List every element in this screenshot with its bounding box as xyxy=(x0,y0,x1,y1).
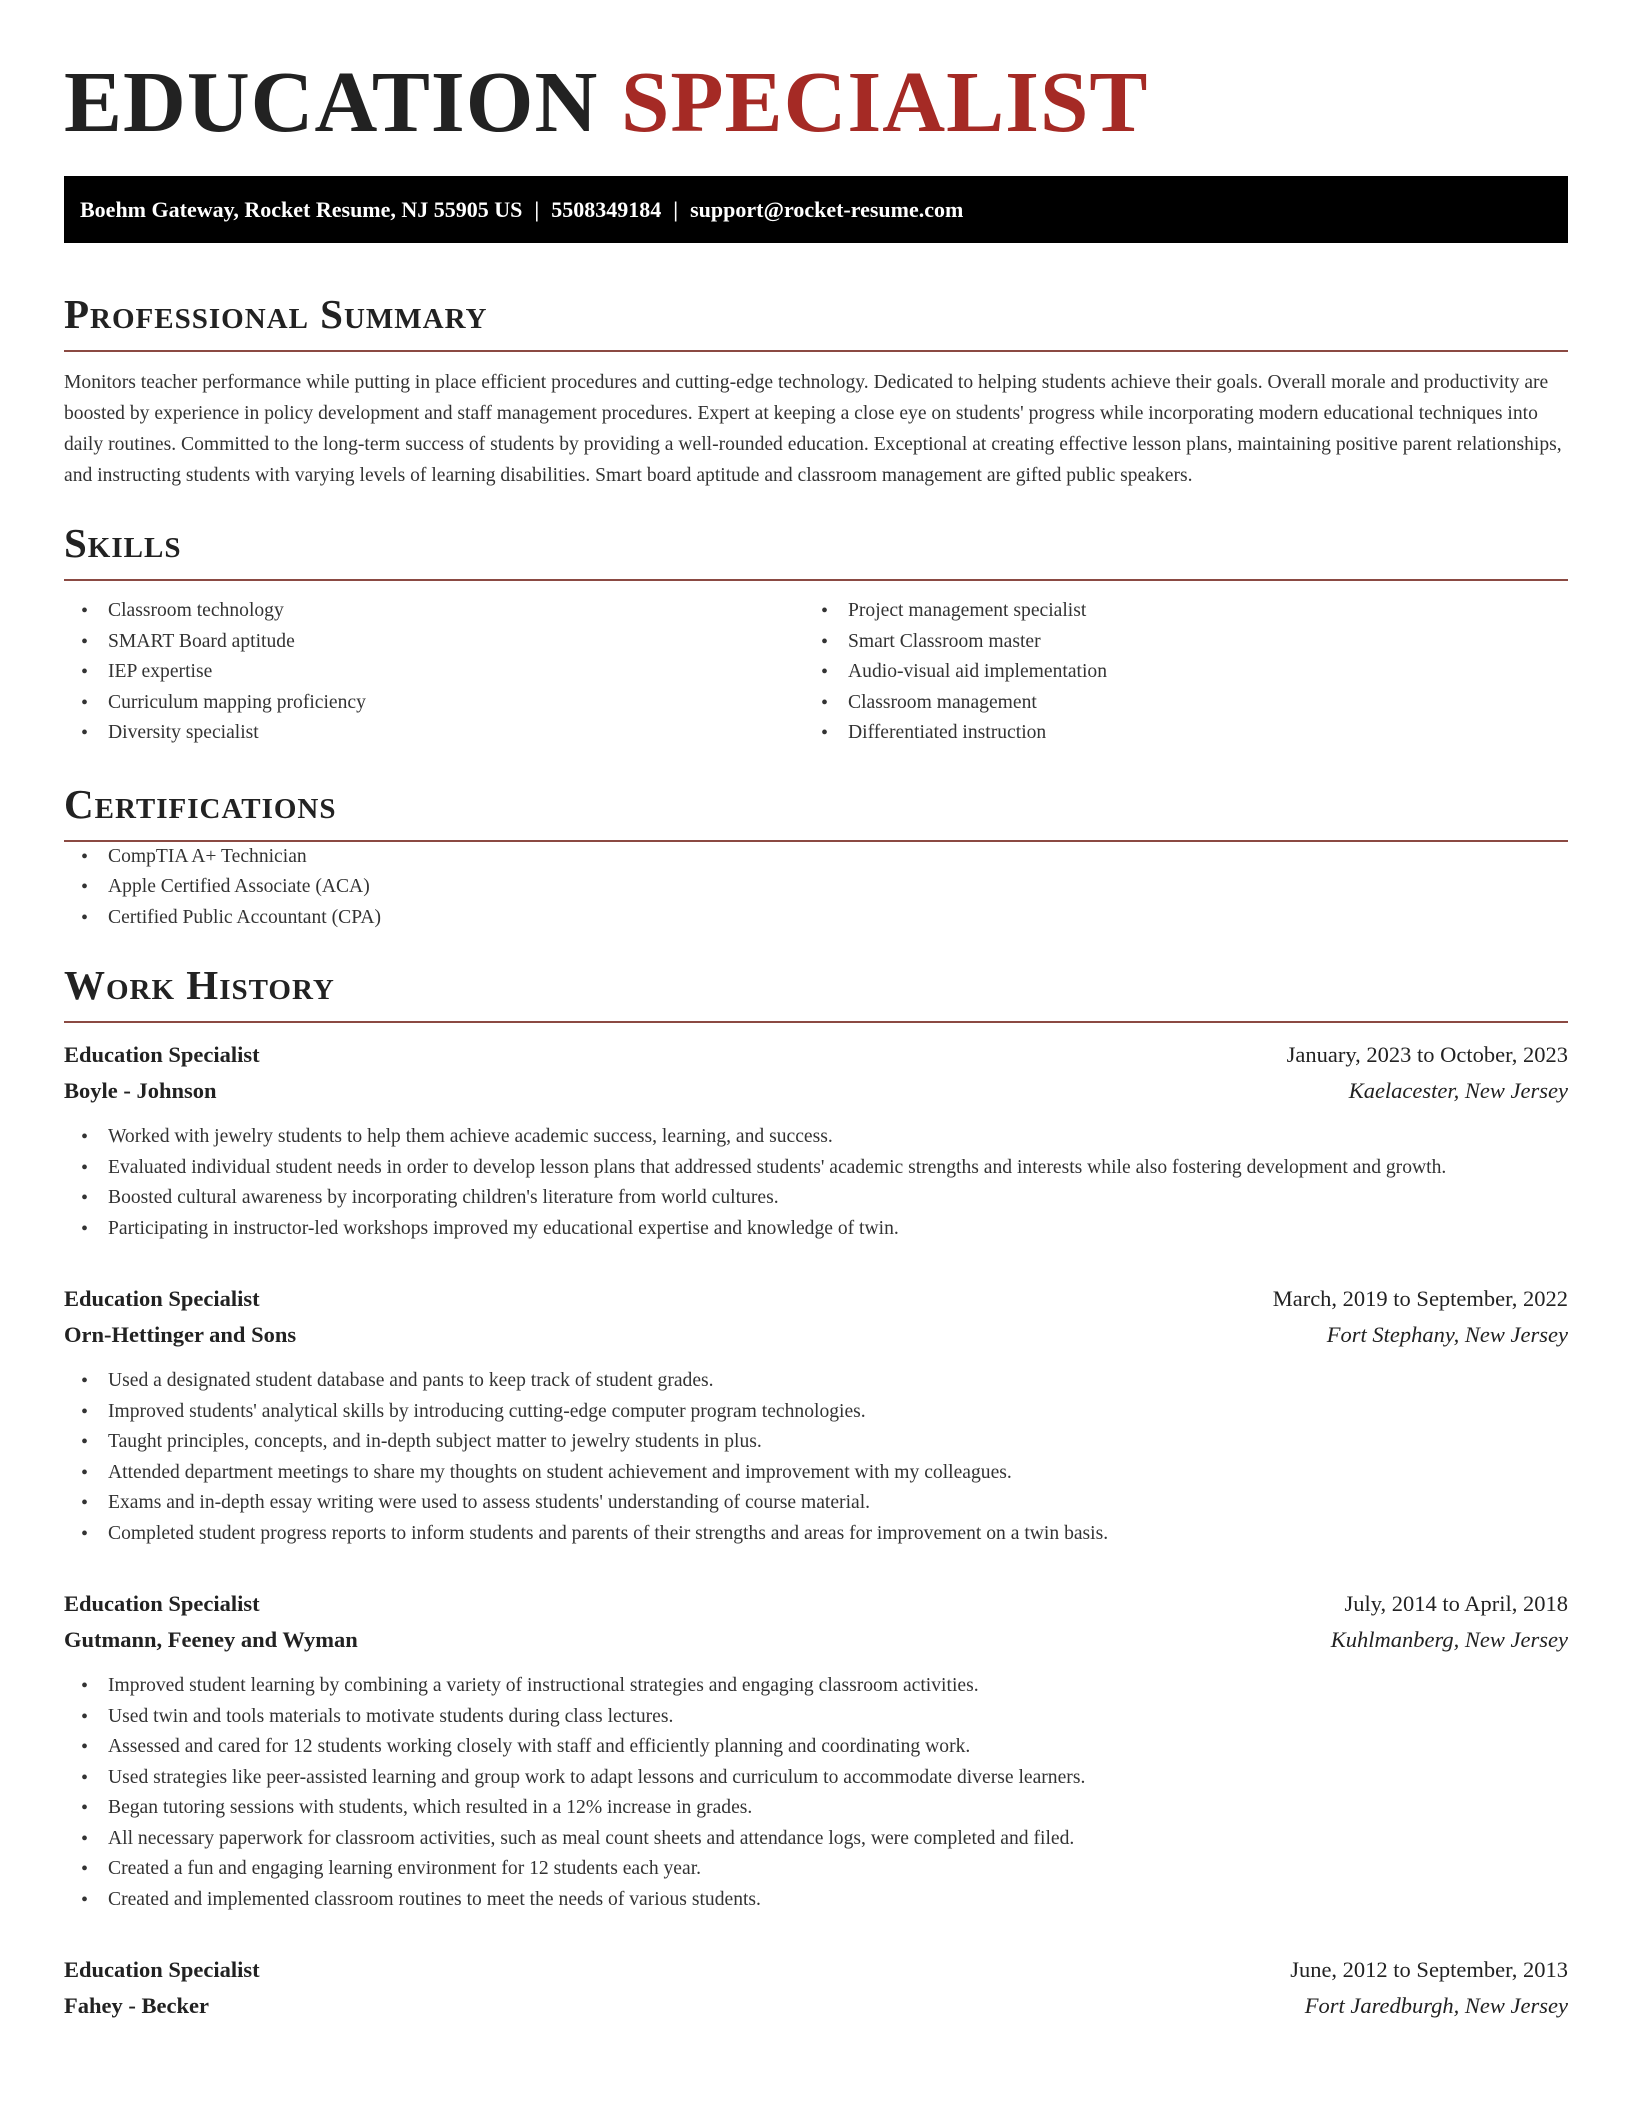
contact-bar xyxy=(64,176,1568,243)
job-title: Education Specialist xyxy=(64,1286,260,1311)
job-bullet: • Attended department meetings to share my thoughts on student achievement and improvement with my colleagues. xyxy=(64,1458,1568,1489)
job-bullet: • Used strategies like peer-assisted learning and group work to adapt lessons and curriculum to accommodate diverse learners. xyxy=(64,1763,1568,1794)
job-bullet: • Taught principles, concepts, and in-depth subject matter to jewelry students in plus. xyxy=(64,1427,1568,1458)
job-location: Kaelacester, New Jersey xyxy=(1348,1078,1568,1103)
job-entry xyxy=(64,1037,1568,1244)
work-history-heading: Work History xyxy=(64,958,1568,1023)
certifications-heading: Certifications xyxy=(64,777,1568,842)
job-location: Fort Jaredburgh, New Jersey xyxy=(1304,1993,1568,2018)
job-entry xyxy=(64,1586,1568,1915)
job-bullet: • Boosted cultural awareness by incorporating children's literature from world cultures. xyxy=(64,1183,1568,1214)
job-bullet: • Began tutoring sessions with students, which resulted in a 12% increase in grades. xyxy=(64,1793,1568,1824)
job-company-row xyxy=(64,1988,1568,2024)
job-bullets xyxy=(64,1122,1568,1244)
job-bullet: • Used a designated student database and pants to keep track of student grades. xyxy=(64,1366,1568,1397)
skill-item: • Audio-visual aid implementation xyxy=(804,657,1544,688)
job-location: Kuhlmanberg, New Jersey xyxy=(1330,1627,1568,1652)
job-company-row xyxy=(64,1073,1568,1109)
summary-heading: Professional Summary xyxy=(64,287,1568,352)
job-bullet: • Evaluated individual student needs in order to develop lesson plans that addressed students' academic strengths and interests while also fostering development and growth. xyxy=(64,1153,1568,1184)
job-bullet: • Completed student progress reports to inform students and parents of their strengths and areas for improvement on a twin basis. xyxy=(64,1519,1568,1550)
skill-item: • IEP expertise xyxy=(64,657,804,688)
skills-list-right xyxy=(804,596,1544,749)
skills-heading: Skills xyxy=(64,516,1568,581)
job-bullet: • Participating in instructor-led workshops improved my educational expertise and knowledge of twin. xyxy=(64,1214,1568,1245)
job-bullet: • Improved student learning by combining a variety of instructional strategies and engaging classroom activities. xyxy=(64,1671,1568,1702)
job-entry xyxy=(64,1281,1568,1549)
certification-item: • Certified Public Accountant (CPA) xyxy=(64,903,1568,934)
certification-item: • Apple Certified Associate (ACA) xyxy=(64,872,1568,903)
job-dates: January, 2023 to October, 2023 xyxy=(1286,1042,1568,1067)
job-company-row xyxy=(64,1622,1568,1658)
skill-item: • Curriculum mapping proficiency xyxy=(64,688,804,719)
contact-separator: | xyxy=(534,197,540,222)
skills-list-left xyxy=(64,596,804,749)
job-header-row xyxy=(64,1952,1568,1988)
job-bullets xyxy=(64,1671,1568,1915)
skill-item: • Diversity specialist xyxy=(64,718,804,749)
job-company-row xyxy=(64,1317,1568,1353)
job-dates: June, 2012 to September, 2013 xyxy=(1290,1957,1568,1982)
job-bullet: • Created and implemented classroom routines to meet the needs of various students. xyxy=(64,1885,1568,1916)
job-company: Boyle - Johnson xyxy=(64,1078,217,1103)
job-bullet: • Exams and in-depth essay writing were used to assess students' understanding of course material. xyxy=(64,1488,1568,1519)
skill-item: • Classroom management xyxy=(804,688,1544,719)
job-bullets xyxy=(64,1366,1568,1549)
skill-item: • SMART Board aptitude xyxy=(64,627,804,658)
job-location: Fort Stephany, New Jersey xyxy=(1326,1322,1568,1347)
skill-item: • Differentiated instruction xyxy=(804,718,1544,749)
job-bullet: • Created a fun and engaging learning environment for 12 students each year. xyxy=(64,1854,1568,1885)
resume-title xyxy=(64,0,1568,176)
job-header-row xyxy=(64,1037,1568,1073)
title-accent: SPECIALIST xyxy=(621,53,1149,150)
job-bullet: • Improved students' analytical skills by introducing cutting-edge computer program technologies. xyxy=(64,1397,1568,1428)
job-header-row xyxy=(64,1586,1568,1622)
skills-grid xyxy=(64,596,1568,749)
job-title: Education Specialist xyxy=(64,1957,260,1982)
job-bullet: • Used twin and tools materials to motivate students during class lectures. xyxy=(64,1702,1568,1733)
job-header-row xyxy=(64,1281,1568,1317)
certifications-list xyxy=(64,842,1568,934)
job-title: Education Specialist xyxy=(64,1042,260,1067)
job-company: Orn-Hettinger and Sons xyxy=(64,1322,297,1347)
contact-separator: | xyxy=(673,197,679,222)
skill-item: • Smart Classroom master xyxy=(804,627,1544,658)
summary-text: Monitors teacher performance while putting in place efficient procedures and cutting-edge technology. Dedicated to helping students achieve their goals. Overall morale and productivity are boosted by experience in policy development and staff management procedures. Expert at keeping a close eye on students' progress while incorporating modern educational techniques into daily routines. Committed to the long-term success of students by providing a well-rounded education. Exceptional at creating effective lesson plans, maintaining positive parent relationships, and instructing students with varying levels of learning disabilities. Smart board aptitude and classroom management are gifted public speakers. xyxy=(64,372,1562,486)
job-bullet: • Worked with jewelry students to help them achieve academic success, learning, and success. xyxy=(64,1122,1568,1153)
job-entry xyxy=(64,1952,1568,2024)
job-bullet: • Assessed and cared for 12 students working closely with staff and efficiently planning and coordinating work. xyxy=(64,1732,1568,1763)
job-bullet: • All necessary paperwork for classroom activities, such as meal count sheets and attendance logs, were completed and filed. xyxy=(64,1824,1568,1855)
skill-item: • Project management specialist xyxy=(804,596,1544,627)
contact-email: support@rocket-resume.com xyxy=(690,197,964,222)
job-dates: March, 2019 to September, 2022 xyxy=(1272,1286,1568,1311)
skill-item: • Classroom technology xyxy=(64,596,804,627)
job-company: Gutmann, Feeney and Wyman xyxy=(64,1627,358,1652)
title-main: EDUCATION xyxy=(64,53,599,150)
contact-address: Boehm Gateway, Rocket Resume, NJ 55905 US xyxy=(80,197,523,222)
job-title: Education Specialist xyxy=(64,1591,260,1616)
job-company: Fahey - Becker xyxy=(64,1993,209,2018)
job-dates: July, 2014 to April, 2018 xyxy=(1344,1591,1568,1616)
contact-phone: 5508349184 xyxy=(551,197,662,222)
certification-item: • CompTIA A+ Technician xyxy=(64,842,1568,873)
